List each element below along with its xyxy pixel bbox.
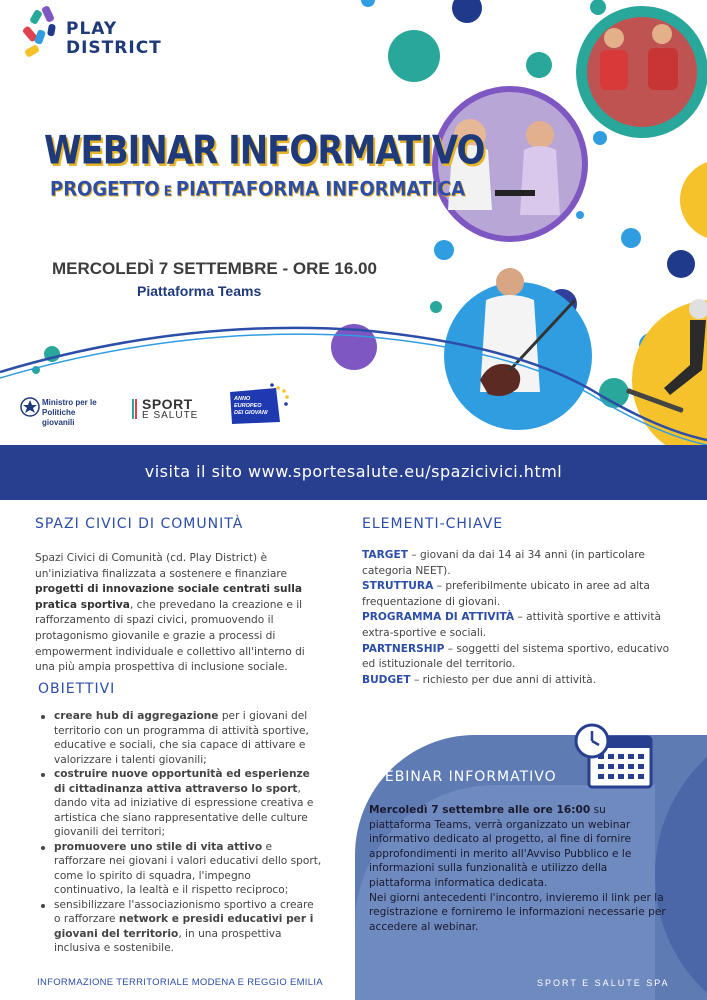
year-line-3: DEI GIOVANI <box>234 410 268 416</box>
emblem-icon <box>20 397 40 417</box>
logo-wordmark <box>66 20 162 58</box>
item-bold: costruire nuove opportunità ed esperienze di cittadinanza attiva attraverso lo sport <box>54 768 310 795</box>
key-label: PROGRAMMA DI ATTIVITÀ <box>362 611 515 624</box>
item-bold: promuovere uno stile di vita attivo <box>54 840 263 853</box>
key-item <box>362 548 677 579</box>
deco-dot <box>621 228 641 248</box>
list-item <box>40 898 322 956</box>
list-item <box>40 767 322 840</box>
sport-e-salute-logo <box>132 396 202 422</box>
item-text: per i giovani del territorio con un programma di attività sportive, educative e sociali, che sia capace di attivare e valorizzare i talenti giovanili; <box>54 710 309 766</box>
item-pre: sensibilizzare l'associazionismo sportivo a creare o rafforzare <box>54 898 314 925</box>
item-bold: network e presidi educativi per i giovani del territorio <box>54 913 314 940</box>
webinar-text-2: Nei giorni antecedenti l'incontro, invieremo il link per la registrazione e forniremo le informazioni necessarie per accedere al webinar. <box>369 891 666 933</box>
spazi-bold: progetti di innovazione sociale centrati sulla pratica sportiva <box>35 583 302 611</box>
deco-dot <box>593 131 607 145</box>
obiettivi-heading: OBIETTIVI <box>38 681 116 697</box>
webinar-text <box>369 803 669 934</box>
hero-subtitle <box>50 178 465 201</box>
subtitle-part-1: PROGETTO <box>50 178 160 202</box>
event-platform: Piattaforma Teams <box>137 283 262 299</box>
list-item <box>40 709 322 767</box>
deco-dot <box>361 0 375 7</box>
item-text: , dando vita ad iniziative di espressione creativa e artistica che siano rappresentative delle culture giovanili dei territori; <box>54 782 314 838</box>
yellow-photo-circle <box>680 160 707 240</box>
webinar-bold: Mercoledì 7 settembre alle ore 16:00 <box>369 804 591 816</box>
play-district-logo <box>22 4 182 66</box>
key-label: TARGET <box>362 549 408 561</box>
hero-title: WEBINAR INFORMATIVO <box>44 128 485 174</box>
item-bold: creare hub di aggregazione <box>54 710 219 722</box>
webinar-paragraph <box>369 803 669 891</box>
spazi-paragraph <box>35 551 315 676</box>
list-item <box>40 840 322 898</box>
key-value: – richiesto per due anni di attività. <box>410 673 597 686</box>
item-text: e rafforzare nei giovani i valori educativi dello sport, come lo spirito di squadra, l'impegno continuativo, la lealtà e il rispetto reciproco; <box>54 840 322 896</box>
footer-territory: INFORMAZIONE TERRITORIALE MODENA E REGGIO EMILIA <box>37 977 323 988</box>
deco-dot <box>430 301 442 313</box>
key-value: – preferibilmente ubicato in aree ad alta frequentazione di giovani. <box>362 580 650 608</box>
year-line-1: ANNO <box>234 396 251 402</box>
key-label: BUDGET <box>362 673 411 686</box>
obiettivi-list <box>40 709 322 956</box>
elementi-heading: ELEMENTI-CHIAVE <box>362 516 504 532</box>
deco-dot <box>452 0 482 23</box>
ministry-logo <box>20 396 105 427</box>
logo-line-1: PLAY <box>66 19 118 39</box>
ministry-line-1: Ministro per le <box>42 398 97 407</box>
key-label: PARTNERSHIP <box>362 642 445 655</box>
footer-company: SPORT E SALUTE SPA <box>537 978 670 988</box>
deco-dot <box>526 52 552 78</box>
deco-dot <box>590 0 606 15</box>
spazi-heading: SPAZI CIVICI DI COMUNITÀ <box>35 516 244 532</box>
deco-dot <box>388 30 440 82</box>
deco-dot <box>576 211 584 219</box>
ministry-line-2: Politiche giovanili <box>42 408 76 427</box>
spazi-text: Spazi Civici di Comunità (cd. Play District) è un'iniziativa finalizzata a sostenere e finanziare <box>35 552 287 580</box>
website-banner <box>0 445 707 500</box>
subtitle-part-2: PIATTAFORMA INFORMATICA <box>175 178 466 202</box>
deco-dot <box>434 240 454 260</box>
key-item <box>362 610 677 641</box>
key-item <box>362 579 677 610</box>
sport-line-2: E SALUTE <box>142 410 199 421</box>
elementi-list <box>362 548 677 688</box>
event-date: MERCOLEDÌ 7 SETTEMBRE - ORE 16.00 <box>52 259 377 278</box>
subtitle-connector: E <box>163 183 172 199</box>
spazi-text-rest: , che prevedano la creazione e il rafforzamento di spazi civici, promuovendo il protagonismo giovanile e grazie a processi di empowerment individuale e collettivo all'interno di una più ampia prospettiva di inclusione sociale. <box>35 598 305 674</box>
key-item <box>362 642 677 673</box>
logo-line-2: DISTRICT <box>66 38 162 58</box>
webinar-text-1: su piattaforma Teams, verrà organizzato un webinar informativo dedicato al progetto, al fine di fornire approfondimenti in merito all'Avviso Pubblico e le informazioni sulla funzionalità e utilizzo della piattaforma informatica dedicata. <box>369 804 632 889</box>
key-label: STRUTTURA <box>362 580 434 593</box>
key-value: – giovani da dai 14 ai 34 anni (in particolare categoria NEET). <box>362 549 645 577</box>
deco-dot <box>667 250 695 278</box>
website-link[interactable]: visita il sito www.sportesalute.eu/spazicivici.html <box>144 462 563 481</box>
key-value: – attività sportive e attività extra-sportive e sociali. <box>362 611 661 639</box>
key-item <box>362 673 677 689</box>
logo-mark-icon <box>22 4 62 64</box>
sport-line-1: SPORT <box>142 396 193 412</box>
year-line-2: EUROPEO <box>234 403 262 409</box>
key-value: – soggetti del sistema sportivo, educativo ed istituzionale del territorio. <box>362 642 670 671</box>
webinar-heading: WEBINAR INFORMATIVO <box>370 769 557 785</box>
item-text: , in una prospettiva inclusiva e sostenibile. <box>54 927 282 954</box>
calendar-clock-icon <box>574 723 654 789</box>
hero-graphics <box>0 0 707 445</box>
european-year-youth-logo <box>230 382 292 424</box>
